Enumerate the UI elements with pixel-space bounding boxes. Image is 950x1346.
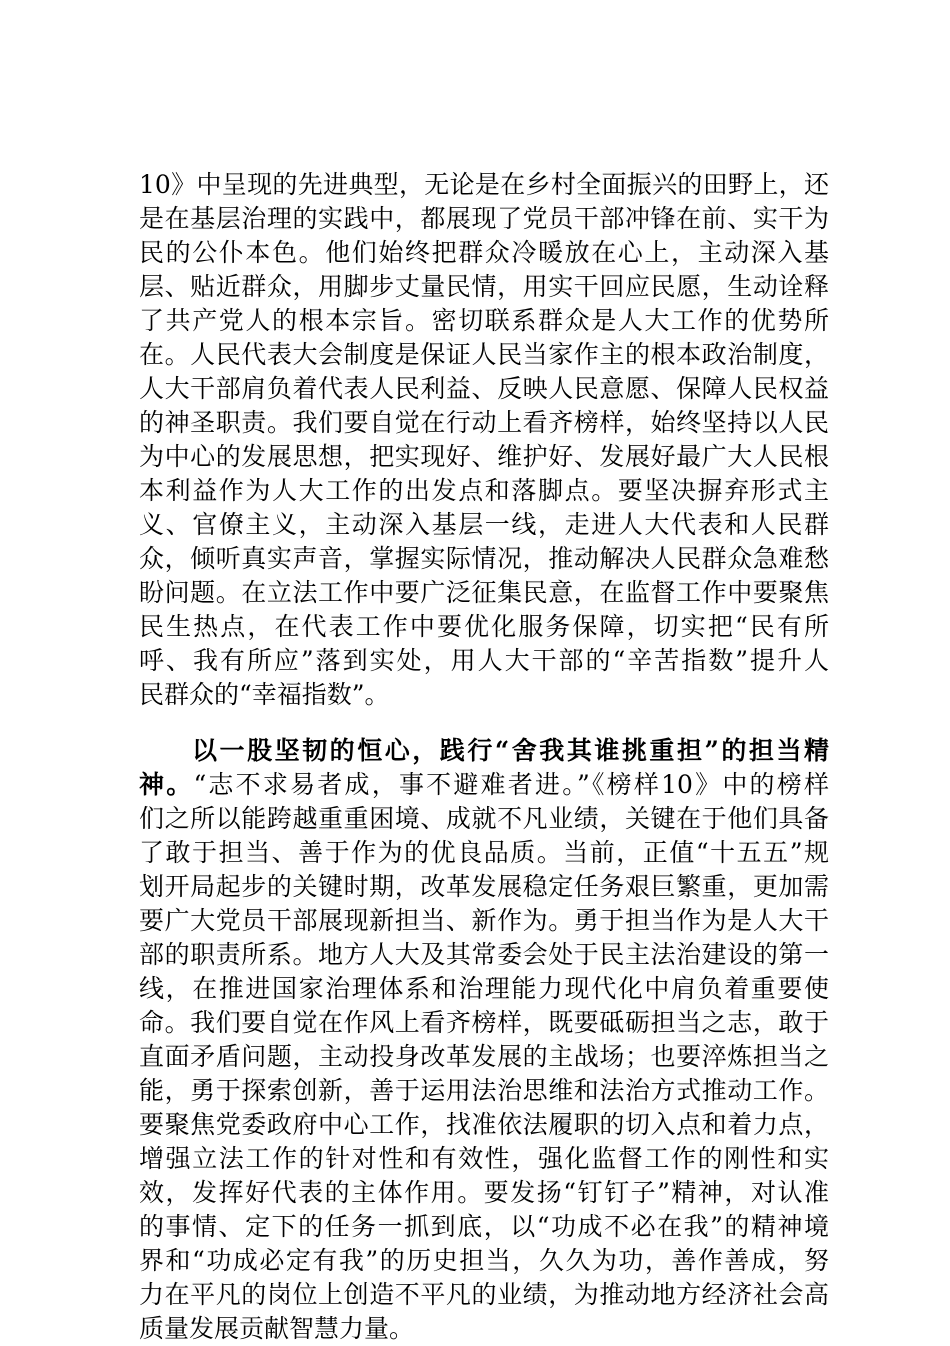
text-line (139, 768, 829, 802)
text-line: 是在基层治理的实践中，都展现了党员干部冲锋在前、实干为 (139, 204, 829, 233)
text-line: 界和“功成必定有我”的历史担当，久久为功，善作善成，努 (139, 1246, 829, 1275)
text-line: 民的公仆本色。他们始终把群众冷暖放在心上，主动深入基 (139, 238, 829, 267)
text-line: 在。人民代表大会制度是保证人民当家作主的根本政治制度， (139, 340, 829, 369)
text-line: 本利益作为人大工作的出发点和落脚点。要坚决摒弃形式主 (139, 476, 829, 505)
text-line: 要广大党员干部展现新担当、新作为。勇于担当作为是人大干 (139, 906, 829, 935)
text-line: 部的职责所系。地方人大及其常委会处于民主法治建设的第一 (139, 940, 829, 969)
text-line: 要聚焦党委政府中心工作，找准依法履职的切入点和着力点， (139, 1110, 829, 1139)
text-line: 增强立法工作的针对性和有效性，强化监督工作的刚性和实 (139, 1144, 829, 1173)
text-line: 义、官僚主义，主动深入基层一线，走进人大代表和人民群 (139, 510, 829, 539)
paragraph-heading-end: 神。 (139, 770, 194, 799)
text-line: 的事情、定下的任务一抓到底，以“功成不必在我”的精神境 (139, 1212, 829, 1241)
text-line: 为中心的发展思想，把实现好、维护好、发展好最广大人民根 (139, 442, 829, 471)
text-line: 盼问题。在立法工作中要广泛征集民意，在监督工作中要聚焦 (139, 578, 829, 607)
text-line: 命。我们要自觉在作风上看齐榜样，既要砥砺担当之志，敢于 (139, 1008, 829, 1037)
text-line: 质量发展贡献智慧力量。 (139, 1314, 415, 1343)
quote-text: “志不求易者成，事不避难者进。”《榜样10》中的榜样 (193, 770, 829, 799)
text-line: 民群众的“幸福指数”。 (139, 680, 390, 709)
text-line: 民生热点，在代表工作中要优化服务保障，切实把“民有所 (139, 612, 829, 641)
text-line: 们之所以能跨越重重困境、成就不凡业绩，关键在于他们具备 (139, 804, 829, 833)
text-line: 划开局起步的关键时期，改革发展稳定任务艰巨繁重，更加需 (139, 872, 829, 901)
text-line: 了共产党人的根本宗旨。密切联系群众是人大工作的优势所 (139, 306, 829, 335)
text-line: 线，在推进国家治理体系和治理能力现代化中肩负着重要使 (139, 974, 829, 1003)
text-line: 层、贴近群众，用脚步丈量民情，用实干回应民愿，生动诠释 (139, 272, 829, 301)
text-line: 直面矛盾问题，主动投身改革发展的主战场；也要淬炼担当之 (139, 1042, 829, 1071)
text-line: 的神圣职责。我们要自觉在行动上看齐榜样，始终坚持以人民 (139, 408, 829, 437)
text-line: 人大干部肩负着代表人民利益、反映人民意愿、保障人民权益 (139, 374, 829, 403)
text-line: 力在平凡的岗位上创造不平凡的业绩，为推动地方经济社会高 (139, 1280, 829, 1309)
text-line: 10》中呈现的先进典型，无论是在乡村全面振兴的田野上，还 (139, 170, 829, 199)
text-line: 呼、我有所应”落到实处，用人大干部的“辛苦指数”提升人 (139, 646, 829, 675)
text-line: 众，倾听真实声音，掌握实际情况，推动解决人民群众急难愁 (139, 544, 829, 573)
text-line: 效，发挥好代表的主体作用。要发扬“钉钉子”精神，对认准 (139, 1178, 829, 1207)
text-line: 能，勇于探索创新，善于运用法治思维和法治方式推动工作。 (139, 1076, 829, 1105)
paragraph-heading: 以一股坚韧的恒心，践行“舍我其谁挑重担”的担当精 (192, 736, 829, 765)
text-line: 了敢于担当、善于作为的优良品质。当前，正值“十五五”规 (139, 838, 829, 867)
